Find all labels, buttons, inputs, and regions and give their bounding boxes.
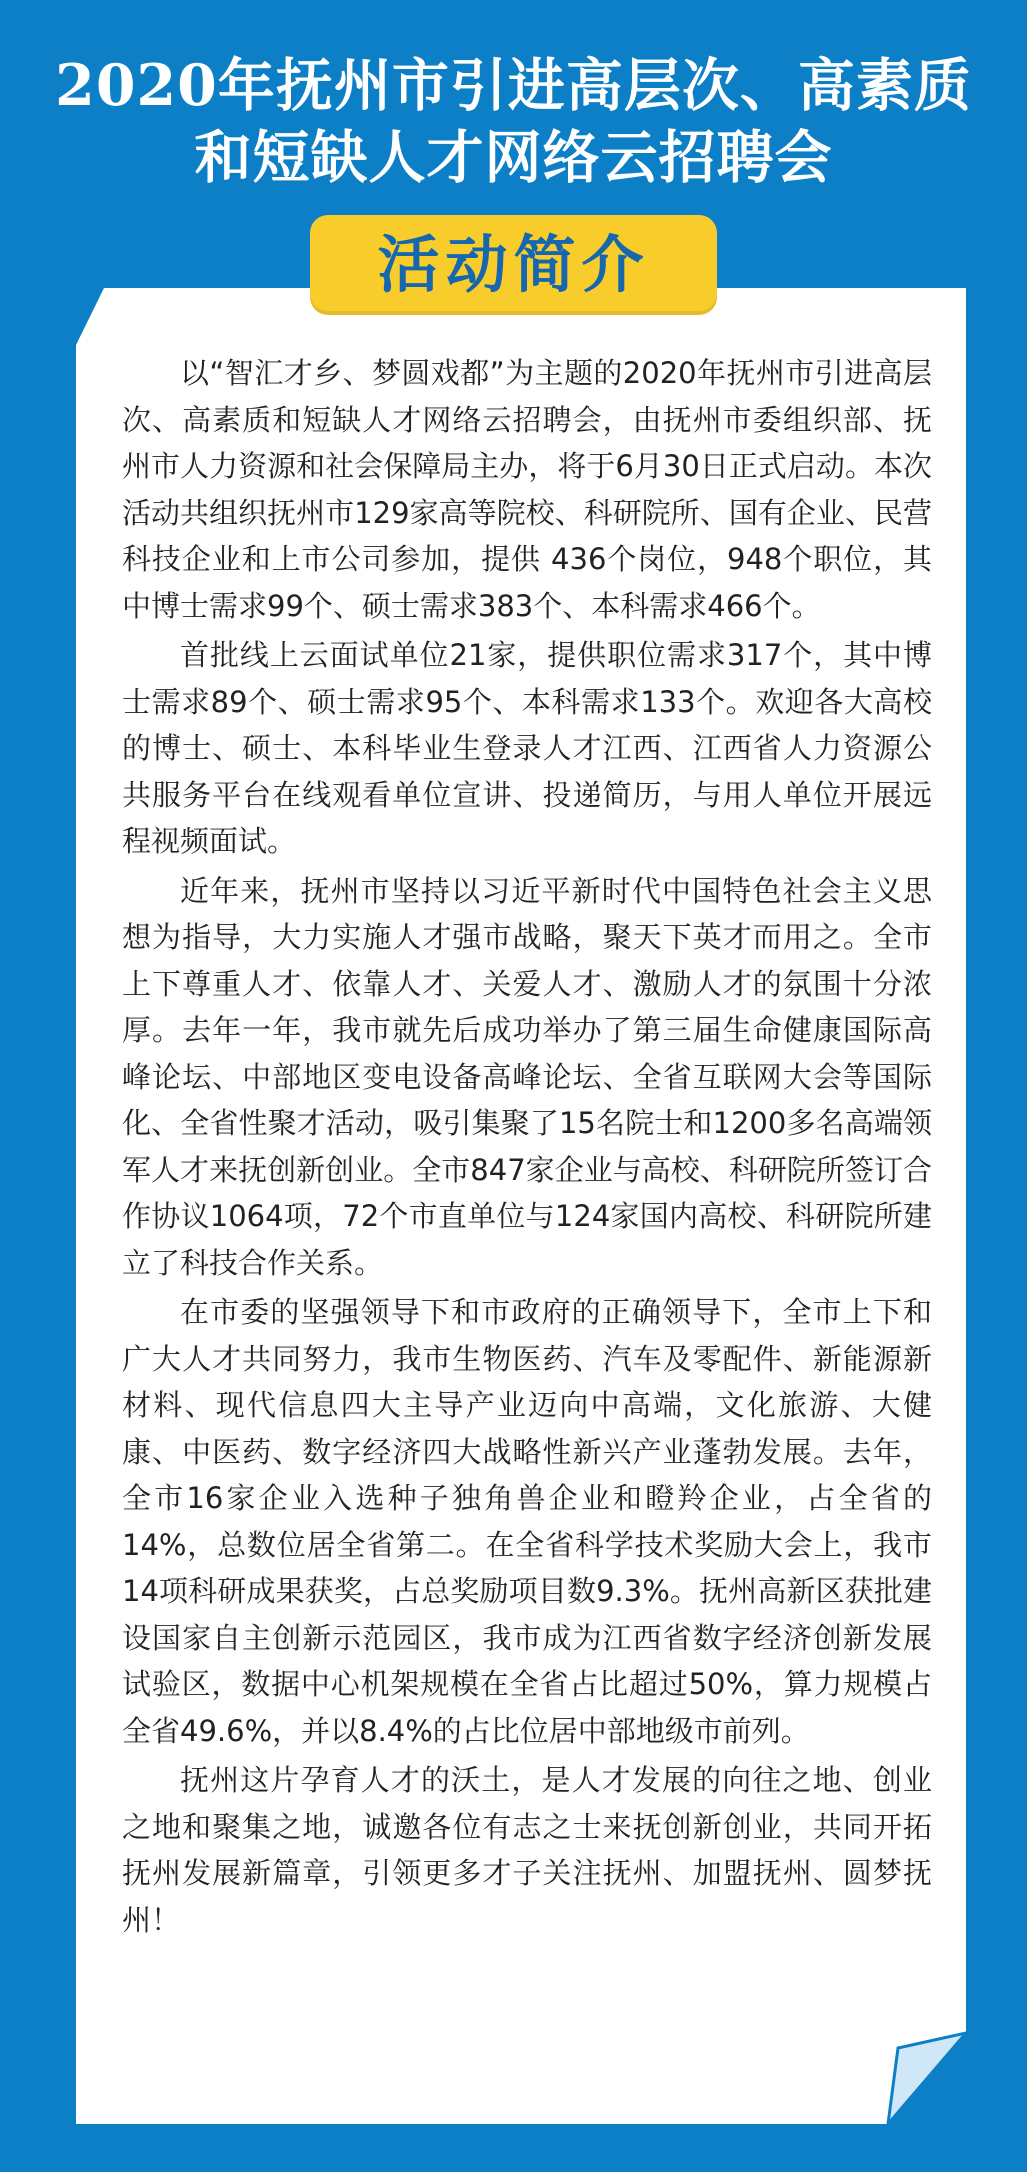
- article-paragraph-2: 首批线上云面试单位21家，提供职位需求317个，其中博士需求89个、硕士需求95个、本科需求133个。欢迎各大高校的博士、硕士、本科毕业生登录人才江西、江西省人力资源公共服务平台在线观看单位宣讲、投递简历，与用人单位开展远程视频面试。: [122, 638, 932, 858]
- article-paragraph-1: 以“智汇才乡、梦圆戏都”为主题的2020年抚州市引进高层次、高素质和短缺人才网络云招聘会，由抚州市委组织部、抚州市人力资源和社会保障局主办，将于6月30日正式启动。本次活动共组织抚州市129家高等院校、科研院所、国有企业、民营科技企业和上市公司参加，提供 436个岗位，948个职位，其中博士需求99个、硕士需求383个、本科需求466个。: [122, 356, 932, 623]
- page-title-line-2: 和短缺人才网络云招聘会: [194, 124, 833, 191]
- page-title-line-1: 2020年抚州市引进高层次、高素质: [55, 52, 972, 119]
- article-paragraph-3: 近年来，抚州市坚持以习近平新时代中国特色社会主义思想为指导，大力实施人才强市战略，聚天下英才而用之。全市上下尊重人才、依靠人才、关爱人才、激励人才的氛围十分浓厚。去年一年，我市就先后成功举办了第三届生命健康国际高峰论坛、中部地区变电设备高峰论坛、全省互联网大会等国际化、全省性聚才活动，吸引集聚了15名院士和1200多名高端领军人才来抚创新创业。全市847家企业与高校、科研院所签订合作协议1064项，72个市直单位与124家国内高校、科研院所建立了科技合作关系。: [122, 873, 932, 1280]
- folded-corner-icon: [888, 2033, 966, 2124]
- section-badge: 活动简介: [310, 215, 717, 315]
- article-paragraph-5: 抚州这片孕育人才的沃土，是人才发展的向往之地、创业之地和聚集之地，诚邀各位有志之士来抚创新创业，共同开拓抚州发展新篇章，引领更多才子关注抚州、加盟抚州、圆梦抚州！: [122, 1763, 932, 1937]
- content-card: [76, 288, 966, 2124]
- article-paragraph-4: 在市委的坚强领导下和市政府的正确领导下，全市上下和广大人才共同努力，我市生物医药、汽车及零配件、新能源新材料、现代信息四大主导产业迈向中高端，文化旅游、大健康、中医药、数字经济四大战略性新兴产业蓬勃发展。去年，全市16家企业入选种子独角兽企业和瞪羚企业，占全省的14%，总数位居全省第二。在全省科学技术奖励大会上，我市14项科研成果获奖，占总奖励项目数9.3%。抚州高新区获批建设国家自主创新示范园区，我市成为江西省数字经济创新发展试验区，数据中心机架规模在全省占比超过50%，算力规模占全省49.6%，并以8.4%的占比位居中部地级市前列。: [122, 1295, 932, 1748]
- article-body: [122, 350, 932, 1946]
- page-title: [0, 50, 1027, 194]
